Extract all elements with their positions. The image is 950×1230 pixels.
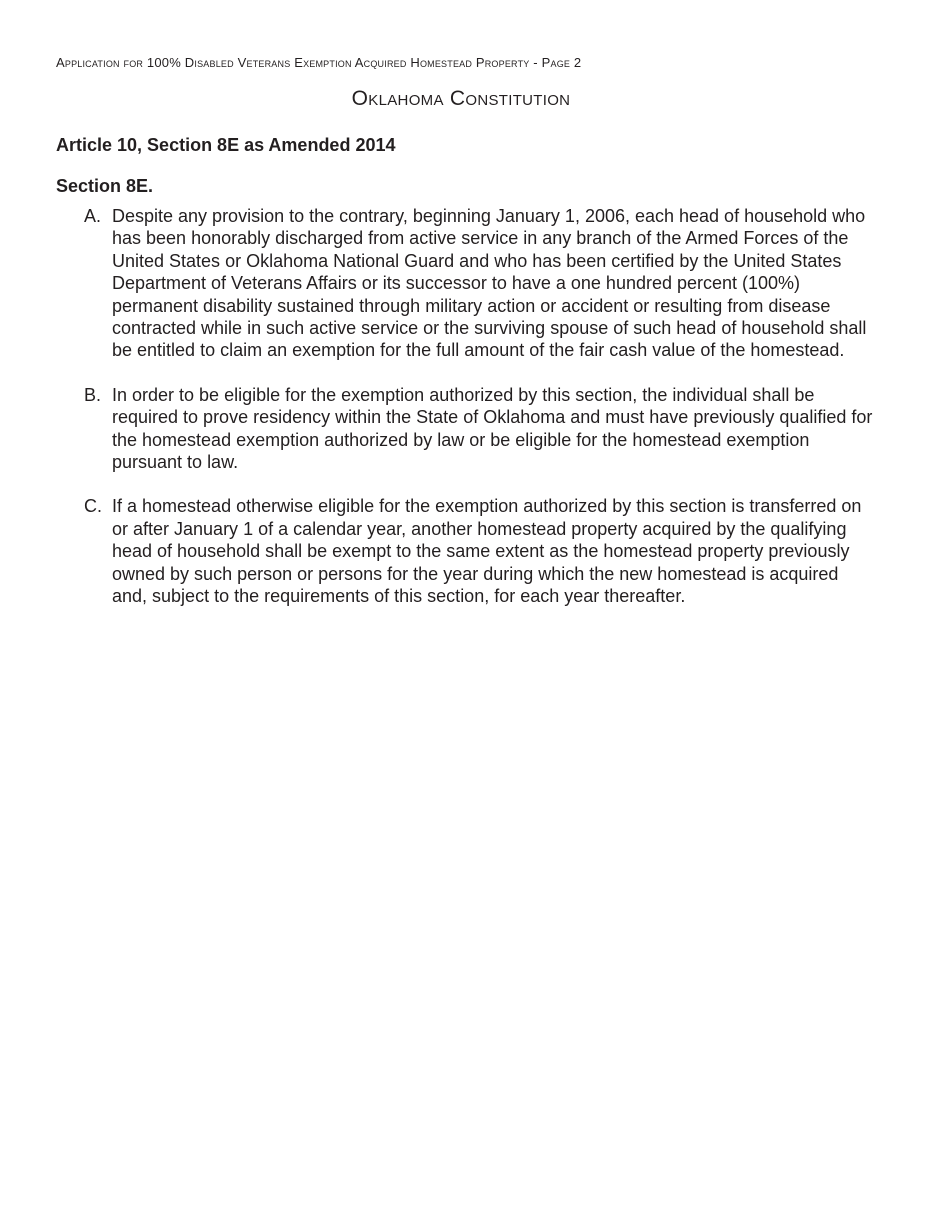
document-title: Oklahoma Constitution (351, 87, 571, 110)
article-heading: Article 10, Section 8E as Amended 2014 (56, 135, 396, 155)
item-text: Despite any provision to the contrary, beginning January 1, 2006, each head of household who has been honorably discharged from active service in any branch of the Armed Forces of the United States or Oklahoma National Guard and who has been certified by the United States Department of Veterans Affairs or its successor to have a one hundred percent (100%) permanent disability sustained through military action or accident or resulting from disease contracted while in such active service or the surviving spouse of such head of household shall be entitled to claim an exemption for the full amount of the fair cash value of the homestead. (112, 206, 867, 361)
item-text: If a homestead otherwise eligible for the exemption authorized by this section is transferred on or after January 1 of a calendar year, another homestead property acquired by the qualifying head of household shall be exempt to the same extent as the homestead property previously owned by such person or persons for the year during which the new homestead is acquired and, subject to the requirements of this section, for each year thereafter. (112, 496, 862, 607)
item-letter: B. (84, 384, 102, 405)
running-header: Application for 100% Disabled Veterans Exemption Acquired Homestead Property - Page 2 (56, 55, 582, 70)
item-letter: C. (84, 496, 102, 517)
section-item-c (84, 495, 874, 607)
item-letter: A. (84, 206, 102, 226)
item-text: In order to be eligible for the exemption authorized by this section, the individual shall be required to prove residency within the State of Oklahoma and must have previously qualified for the homestead exemption authorized by law or be eligible for the homestead exemption pursuant to law. (112, 384, 873, 473)
section-item-a (84, 205, 874, 362)
section-item-b (84, 384, 874, 474)
section-heading: Section 8E. (56, 176, 154, 196)
section-items-list (84, 205, 874, 630)
